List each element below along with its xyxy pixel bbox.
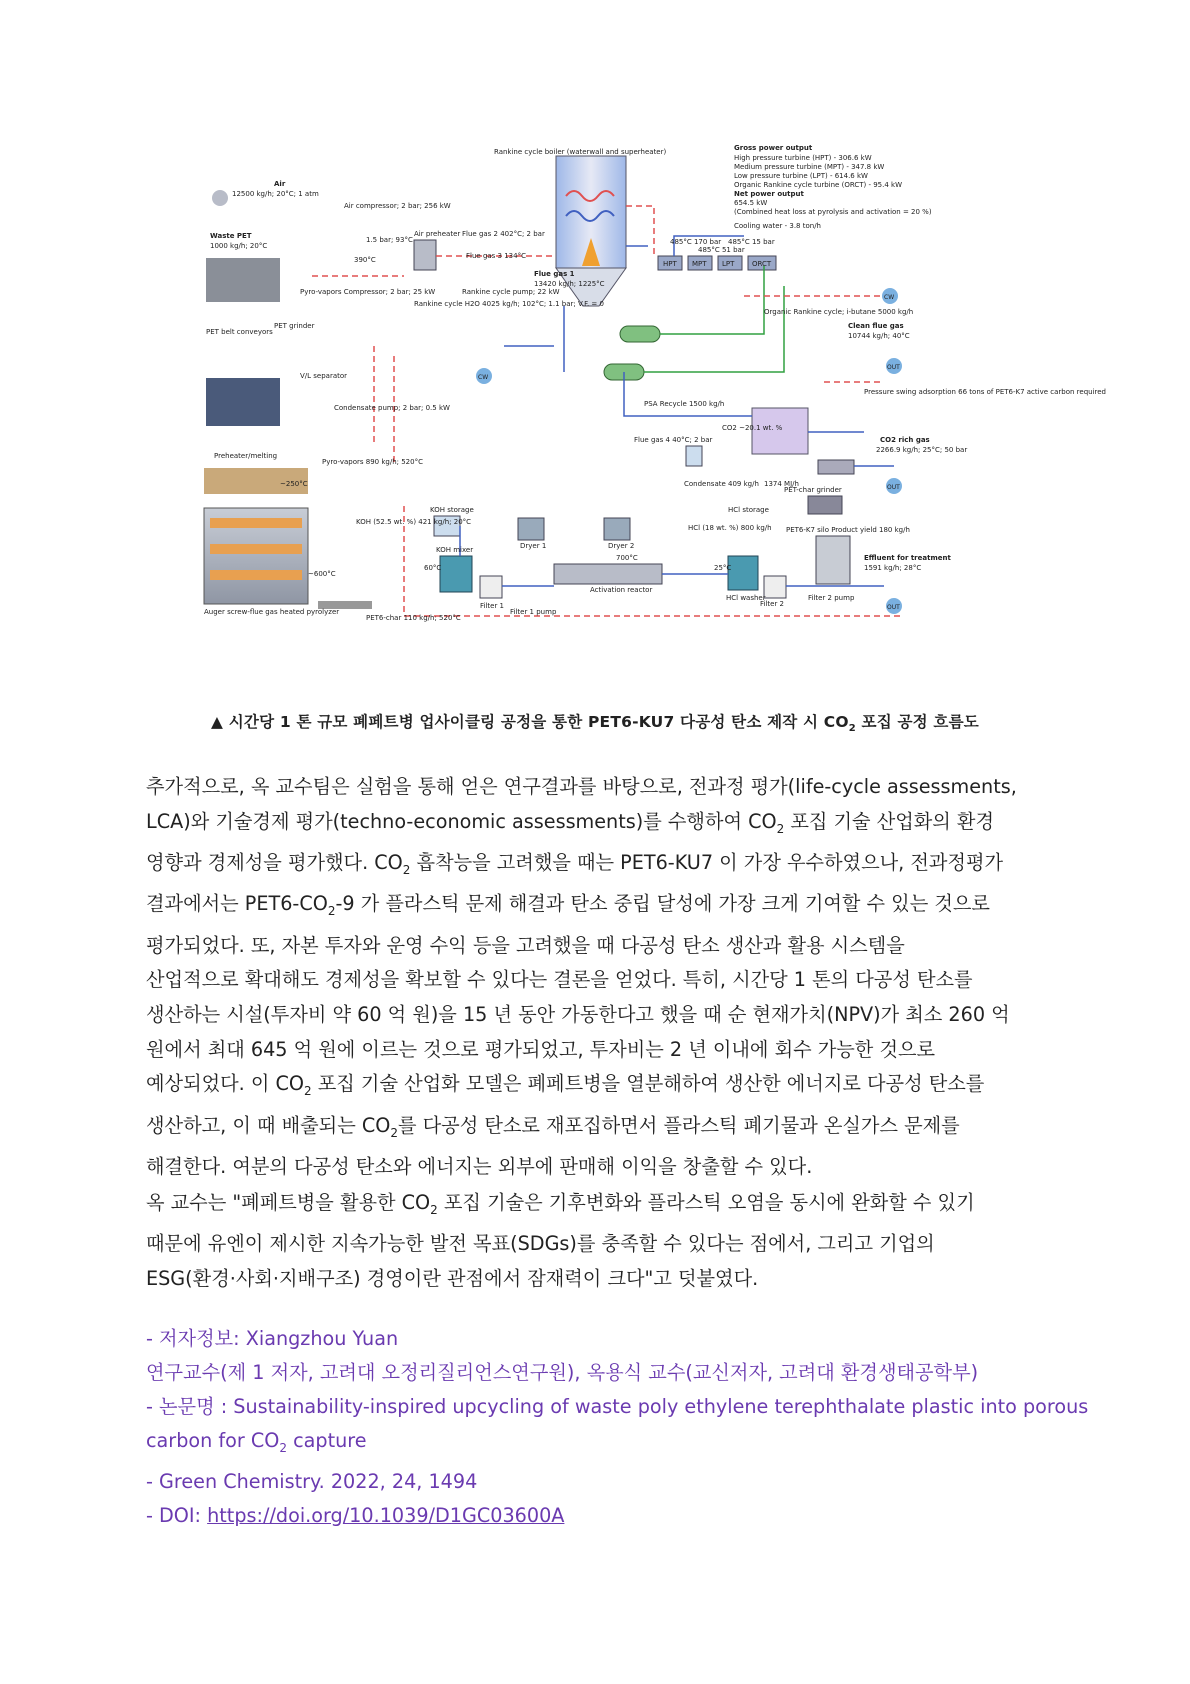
label-preheater: Preheater/melting	[214, 452, 278, 460]
label-hpt-box: HPT	[663, 260, 677, 268]
hcl-washer	[728, 556, 758, 590]
label-air: Air	[274, 180, 286, 188]
label-hcl-washer: HCl washer	[726, 594, 766, 602]
paragraph-1	[146, 770, 1046, 1185]
process-flow-diagram	[204, 144, 1106, 674]
label-t700: 700°C	[616, 554, 638, 562]
label-clean-flue: Clean flue gas	[848, 322, 904, 330]
label-koh-storage: KOH storage	[430, 506, 474, 514]
label-pet-grinder: PET grinder	[274, 322, 315, 330]
credit-paper: - 논문명 : Sustainability-inspired upcycling of waste poly ethylene terephthalate plastic into porous	[146, 1395, 1089, 1418]
figure-caption: ▲ 시간당 1 톤 규모 폐페트병 업사이클링 공정을 통한 PET6-KU7 다공성 탄소 제작 시 $CO_2$ 포집 공정 흐름도	[211, 713, 979, 735]
label-filter1-pump: Filter 1 pump	[510, 608, 557, 616]
filter-2	[764, 576, 786, 598]
air-preheater	[414, 240, 436, 270]
heat-exchanger-1	[620, 326, 660, 342]
label-psa: Pressure swing adsorption 66 tons of PET6-K7 active carbon required	[864, 388, 1106, 396]
label-cw-1: CW	[478, 374, 489, 381]
label-silo: PET6-K7 silo Product yield 180 kg/h	[786, 526, 910, 534]
label-cond-pump: Condensate pump; 2 bar; 0.5 kW	[334, 404, 450, 412]
label-koh-flow: KOH (52.5 wt. %) 421 kg/h; 20°C	[356, 518, 472, 526]
label-gross-power: Gross power output	[734, 144, 813, 152]
label-condensate: Condensate 409 kg/h	[684, 480, 759, 488]
label-pyro-comp: Pyro-vapors Compressor; 2 bar; 25 kW	[300, 288, 436, 296]
label-lpt-box: LPT	[722, 260, 735, 268]
dryer-1	[518, 518, 544, 540]
label-vl-sep: V/L separator	[300, 372, 348, 380]
label-koh-mixer: KOH mixer	[436, 546, 474, 554]
air-icon	[212, 190, 228, 206]
label-orct: Organic Rankine cycle turbine (ORCT) - 95.4 kW	[734, 181, 902, 189]
label-net-val: 654.5 kW	[734, 199, 768, 207]
label-t485c: 485°C 15 bar	[728, 238, 775, 246]
label-waste-pet-flow: 1000 kg/h; 20°C	[210, 242, 268, 250]
p2-line-3: ESG(환경·사회·지배구조) 경영이란 관점에서 잠재력이 크다"고 덧붙였다.	[146, 1267, 759, 1291]
p1-line-11: 해결한다. 여분의 다공성 탄소와 에너지는 외부에 판매해 이익을 창출할 수 있다.	[146, 1155, 813, 1179]
label-pet6char: PET6-char 110 kg/h; 520°C	[366, 614, 461, 622]
koh-mixer	[440, 556, 472, 592]
label-orct-box: ORCT	[752, 260, 772, 268]
p1-line-2: LCA)와 기술경제 평가(techno-economic assessments)를 수행하여 $CO_2$ 포집 기술 산업화의 환경	[146, 809, 994, 836]
label-effluent-detail: 1591 kg/h; 28°C	[864, 564, 922, 572]
label-lpt: Low pressure turbine (LPT) - 614.6 kW	[734, 172, 868, 180]
label-hcl-flow: HCl (18 wt. %) 800 kg/h	[688, 524, 772, 532]
credit-paper-cont: carbon for $CO_2$ capture	[146, 1429, 367, 1455]
label-flue4: Flue gas 4 40°C; 2 bar	[634, 436, 713, 444]
label-co2-detail: 2266.9 kg/h; 25°C; 50 bar	[876, 446, 968, 454]
credit-journal: - Green Chemistry. 2022, 24, 1494	[146, 1469, 478, 1493]
label-cooling: Cooling water - 3.8 ton/h	[734, 222, 821, 230]
p1-line-3: 영향과 경제성을 평가했다. $CO_2$ 흡착능을 고려했을 때는 PET6-KU7 이 가장 우수하였으나, 전과정평가	[146, 851, 1004, 877]
label-out-1: OUT	[887, 364, 900, 371]
label-waste-pet: Waste PET	[210, 232, 252, 240]
label-flue1: Flue gas 1	[534, 270, 575, 278]
label-activation: Activation reactor	[590, 586, 653, 594]
p2-line-2: 때문에 유엔이 제시한 지속가능한 발전 목표(SDGs)를 충족할 수 있다는 점에서, 그리고 기업의	[146, 1232, 935, 1256]
label-t390: 390°C	[354, 256, 376, 264]
waste-pet-image	[206, 258, 280, 302]
label-hcl-storage: HCl storage	[728, 506, 769, 514]
p1-line-1: 추가적으로, 옥 교수팀은 실험을 통해 얻은 연구결과를 바탕으로, 전과정 평가(life-cycle assessments,	[146, 775, 1017, 798]
label-mpt: Medium pressure turbine (MPT) - 347.8 kW	[734, 163, 885, 171]
label-bar15: 1.5 bar; 93°C	[366, 236, 413, 244]
label-air-preheater: Air preheater	[414, 230, 461, 238]
label-flue3: Flue gas 3 134°C	[466, 252, 526, 260]
label-filter1: Filter 1	[480, 602, 505, 610]
label-t600: ~600°C	[308, 570, 336, 578]
label-rankine-h2o: Rankine cycle H2O 4025 kg/h; 102°C; 1.1 bar; V.F. = 0	[414, 300, 604, 308]
label-psa-energy: 1374 MJ/h	[764, 480, 799, 488]
label-t250: ~250°C	[280, 480, 308, 488]
activation-reactor	[554, 564, 662, 584]
label-filter2-pump: Filter 2 pump	[808, 594, 855, 602]
label-hpt: High pressure turbine (HPT) - 306.6 kW	[734, 154, 872, 162]
dryer-2	[604, 518, 630, 540]
label-pet-belt: PET belt conveyors	[206, 328, 273, 336]
p1-line-5: 평가되었다. 또, 자본 투자와 운영 수익 등을 고려했을 때 다공성 탄소 생산과 활용 시스템을	[146, 933, 905, 957]
label-orc-fluid: Organic Rankine cycle; i-butane 5000 kg/h	[764, 308, 914, 316]
label-flue1-detail: 13420 kg/h; 1225°C	[534, 280, 605, 288]
label-pyro-vapors: Pyro-vapors 890 kg/h; 520°C	[322, 458, 423, 466]
p1-line-8: 원에서 최대 645 억 원에 이르는 것으로 평가되었고, 투자비는 2 년 이내에 회수 가능한 것으로	[146, 1037, 936, 1061]
label-net-power: Net power output	[734, 190, 804, 198]
label-rankine-pump: Rankine cycle pump; 22 kW	[462, 288, 560, 296]
label-cw-2: CW	[884, 294, 895, 301]
label-effluent: Effluent for treatment	[864, 554, 951, 562]
credit-doi: - DOI: https://doi.org/10.1039/D1GC03600A	[146, 1503, 565, 1527]
pet-flakes-image	[206, 378, 280, 426]
credits	[146, 1322, 1089, 1533]
doi-link[interactable]: https://doi.org/10.1039/D1GC03600A	[207, 1503, 565, 1527]
label-combined: (Combined heat loss at pyrolysis and activation = 20 %)	[734, 208, 932, 216]
label-dryer1: Dryer 1	[520, 542, 547, 550]
label-co2-rich: CO2 rich gas	[880, 436, 930, 444]
label-dryer2: Dryer 2	[608, 542, 635, 550]
label-t25: 25°C	[714, 564, 732, 572]
p1-line-10: 생산하고, 이 때 배출되는 $CO_2$를 다공성 탄소로 재포집하면서 플라스틱 폐기물과 온실가스 문제를	[146, 1113, 960, 1140]
label-psa-recycle: PSA Recycle 1500 kg/h	[644, 400, 725, 408]
label-clean-detail: 10744 kg/h; 40°C	[848, 332, 910, 340]
label-air-flow: 12500 kg/h; 20°C; 1 atm	[232, 190, 319, 198]
label-out-2: OUT	[887, 484, 900, 491]
label-t485a: 485°C 170 bar	[670, 238, 722, 246]
filter-1	[480, 576, 502, 598]
p1-line-4: 결과에서는 $PET6-CO_2-9$ 가 플라스틱 문제 해결과 탄소 중립 달성에 가장 크게 기여할 수 있는 것으로	[146, 892, 990, 919]
label-out-3: OUT	[887, 604, 900, 611]
process-flow-svg	[204, 144, 1106, 674]
p2-line-1: 옥 교수는 "폐페트병을 활용한 $CO_2$ 포집 기술은 기후변화와 플라스틱 오염을 동시에 완화할 수 있기	[146, 1191, 975, 1217]
p1-line-9: 예상되었다. 이 $CO_2$ 포집 기술 산업화 모델은 폐페트병을 열분해하여 생산한 에너지로 다공성 탄소를	[146, 1072, 985, 1099]
p1-line-6: 산업적으로 확대해도 경제성을 확보할 수 있다는 결론을 얻었다. 특히, 시간당 1 톤의 다공성 탄소를	[146, 968, 973, 992]
p1-line-7: 생산하는 시설(투자비 약 60 억 원)을 15 년 동안 가동한다고 했을 때 순 현재가치(NPV)가 최소 260 억	[146, 1003, 1010, 1027]
label-boiler: Rankine cycle boiler (waterwall and superheater)	[494, 148, 667, 156]
label-t485b: 485°C 51 bar	[698, 246, 745, 254]
pet-char-grinder	[808, 496, 842, 514]
label-auger: Auger screw-flue gas heated pyrolyzer	[204, 608, 340, 616]
label-flue2: Flue gas 2 402°C; 2 bar	[462, 230, 545, 238]
label-t60: 60°C	[424, 564, 442, 572]
label-pet-char-grinder: PET-char grinder	[784, 486, 842, 494]
paragraph-2	[146, 1186, 1046, 1297]
label-filter2: Filter 2	[760, 600, 785, 608]
label-air-comp: Air compressor; 2 bar; 256 kW	[344, 202, 451, 210]
pet6-k7-silo	[816, 536, 850, 584]
credit-author-detail: 연구교수(제 1 저자, 고려대 오정리질리언스연구원), 옥용식 교수(교신저자, 고려대 환경생태공학부)	[146, 1361, 979, 1384]
label-co2-201: CO2 ~20.1 wt. %	[722, 424, 783, 432]
co2-compressor	[818, 460, 854, 474]
label-mpt-box: MPT	[692, 260, 707, 268]
condensate-drum	[686, 446, 702, 466]
credit-author: - 저자정보: Xiangzhou Yuan	[146, 1327, 399, 1350]
